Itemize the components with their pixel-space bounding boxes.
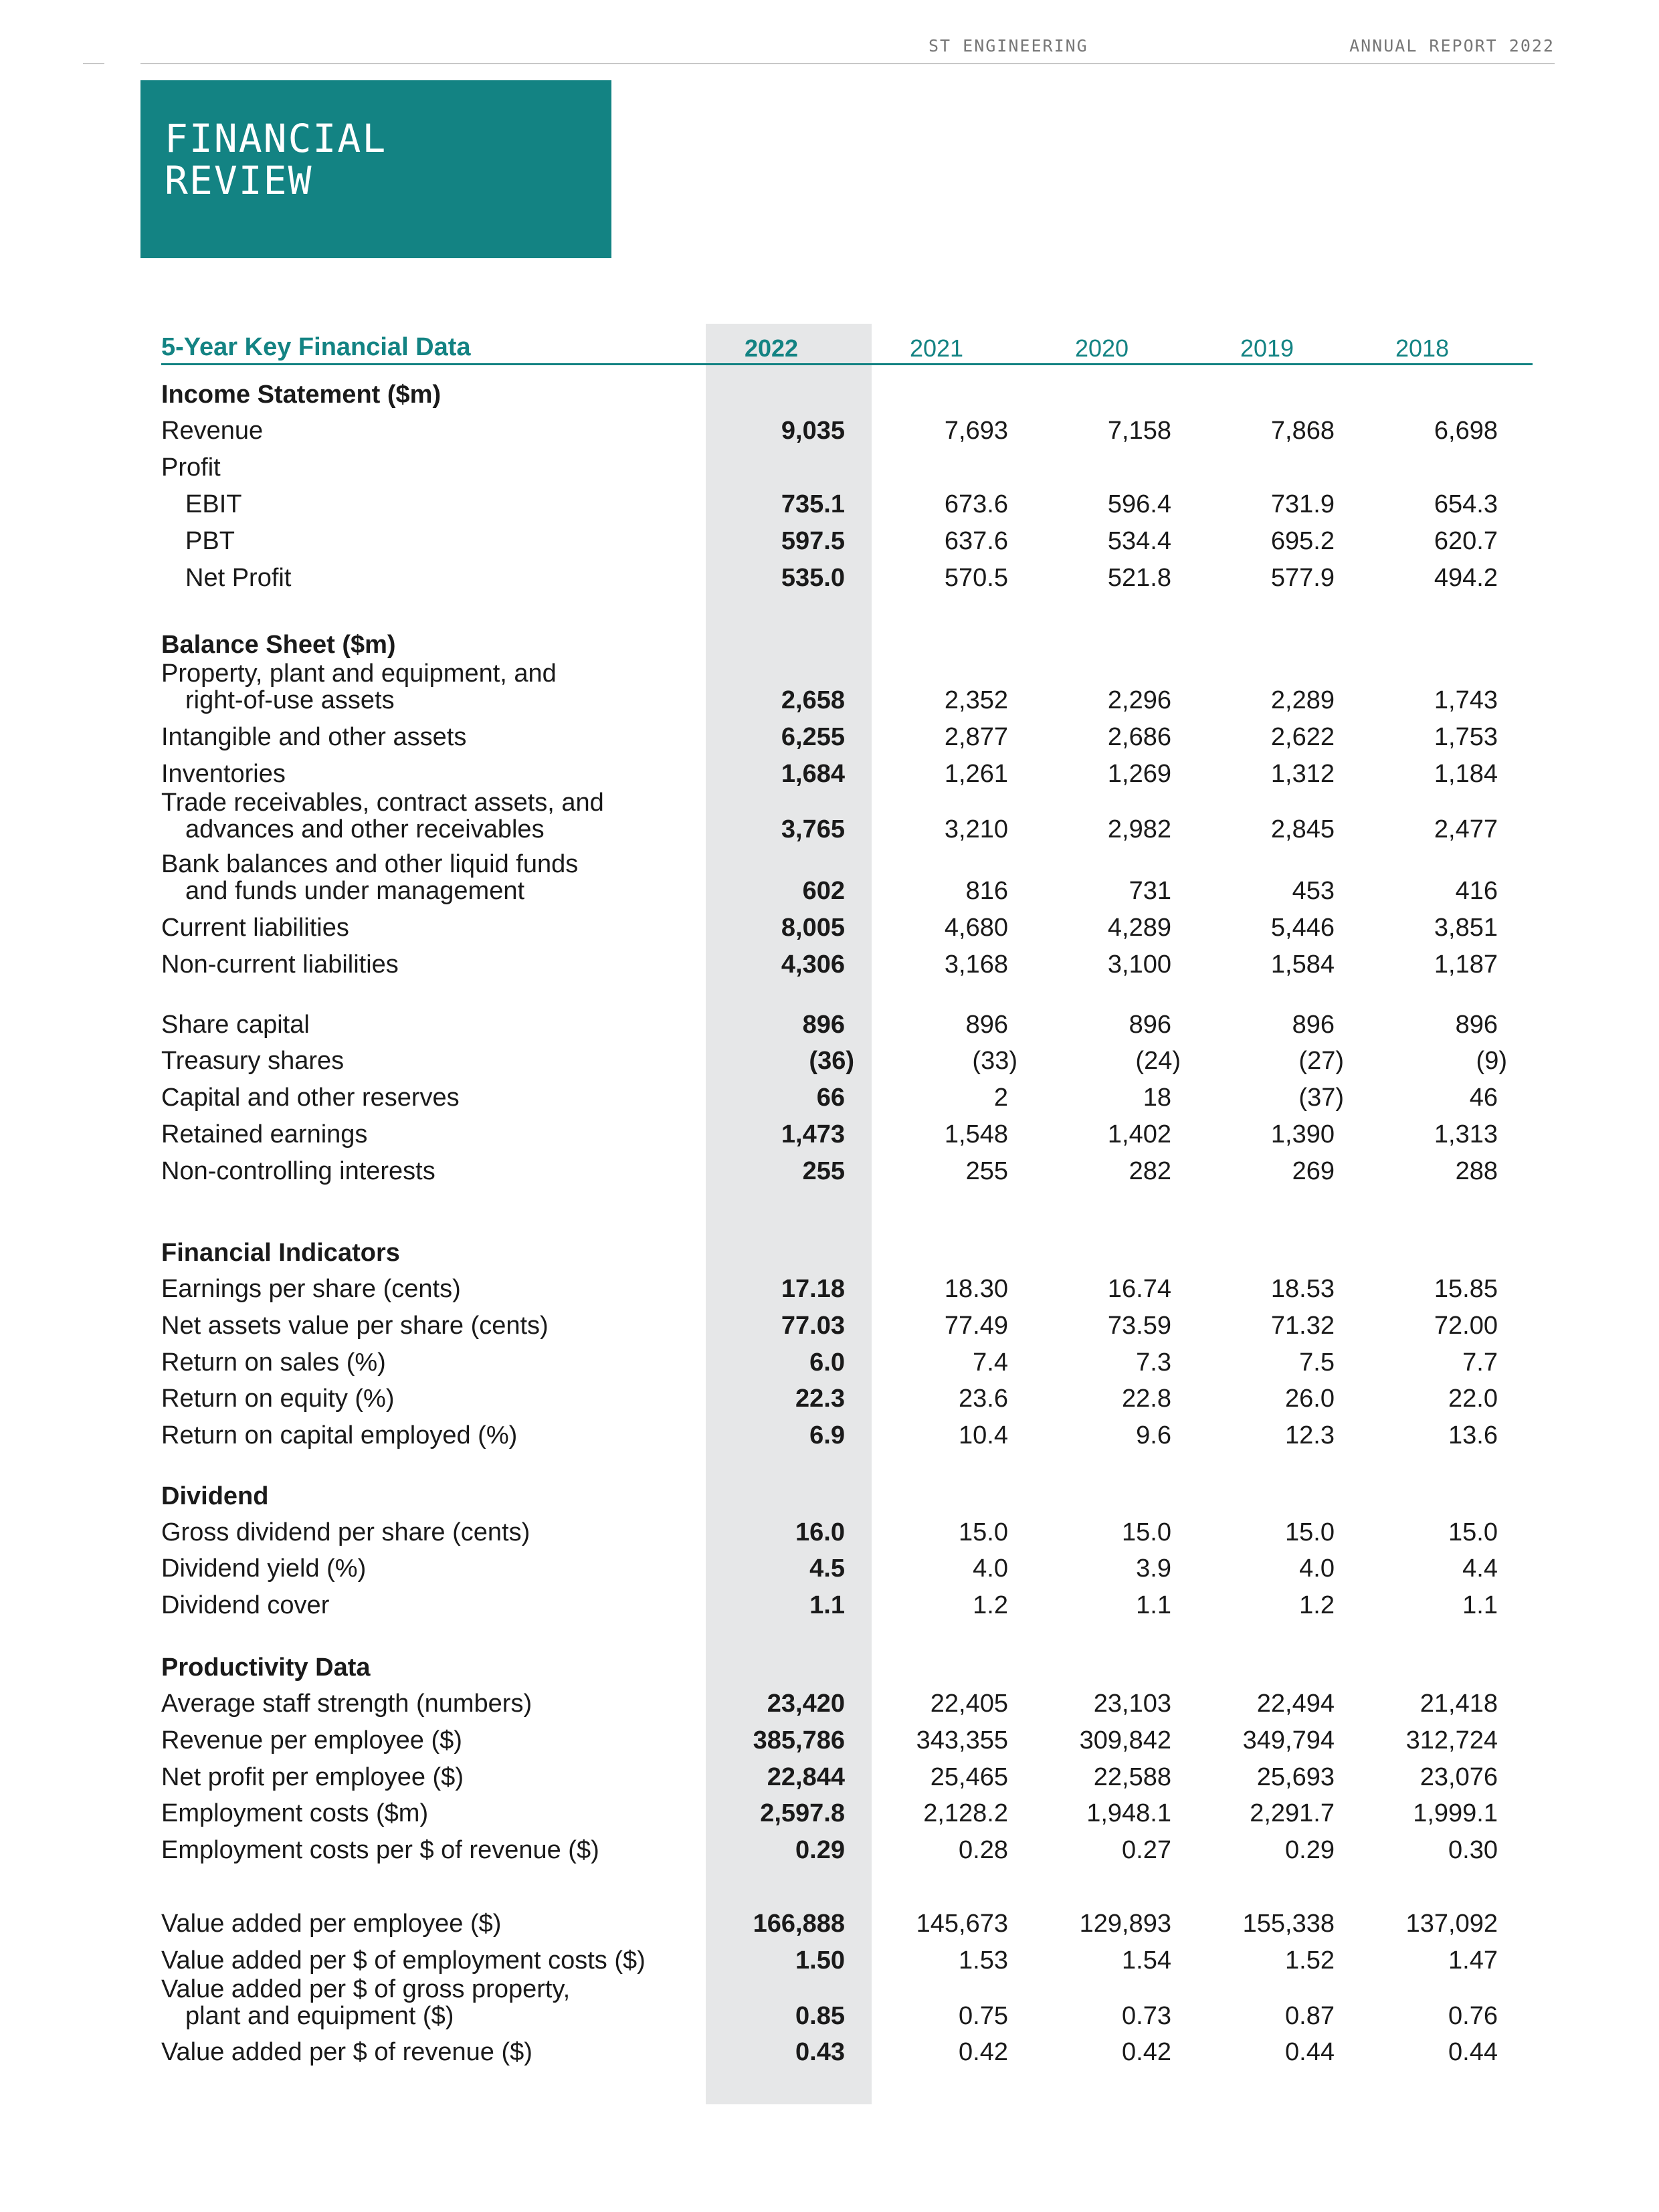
- row-label-line-2: advances and other receivables: [185, 815, 545, 843]
- table-row: [161, 1727, 1533, 1754]
- row-label-line-1: Trade receivables, contract assets, and: [161, 789, 604, 817]
- value-cell-2018: 2,477: [1434, 815, 1498, 843]
- value-cell-2020: 2,982: [1107, 815, 1171, 843]
- value-cell-2018: 896: [1455, 1011, 1498, 1039]
- table-row: [161, 1690, 1533, 1717]
- value-cell-2019: 71.32: [1270, 1312, 1335, 1340]
- value-cell-2020: 0.73: [1122, 2002, 1171, 2030]
- table-row: [161, 1385, 1533, 1412]
- value-cell-2018: 288: [1455, 1157, 1498, 1185]
- row-label: Net Profit: [185, 564, 292, 592]
- value-cell-2020: 3,100: [1107, 950, 1171, 979]
- row-label: Employment costs per $ of revenue ($): [161, 1836, 599, 1864]
- value-cell-2019: 2,845: [1270, 815, 1335, 843]
- section-row: [161, 1239, 1533, 1266]
- value-cell-2020: 0.42: [1122, 2038, 1171, 2066]
- value-cell-2019: 0.29: [1285, 1836, 1335, 1864]
- value-cell-2018: 1,743: [1434, 686, 1498, 714]
- value-cell-2018: 312,724: [1405, 1726, 1498, 1754]
- table-row: [161, 851, 1533, 904]
- value-cell-2021: 0.28: [959, 1836, 1008, 1864]
- value-cell-2019: 7,868: [1270, 417, 1335, 445]
- value-cell-2021: (33): [972, 1047, 1017, 1075]
- value-cell-2020: 4,289: [1107, 914, 1171, 942]
- value-cell-2022: 0.43: [795, 2038, 845, 2066]
- value-cell-2021: 343,355: [916, 1726, 1008, 1754]
- value-cell-2020: 3.9: [1136, 1554, 1171, 1583]
- value-cell-2021: 2,352: [944, 686, 1008, 714]
- value-cell-2021: 22,405: [930, 1690, 1008, 1718]
- value-cell-2020: 16.74: [1107, 1275, 1171, 1303]
- value-cell-2021: 4,680: [944, 914, 1008, 942]
- value-cell-2018: 15.85: [1434, 1275, 1498, 1303]
- table-row: [161, 1764, 1533, 1791]
- value-cell-2020: 731: [1129, 877, 1171, 905]
- value-cell-2020: 2,686: [1107, 723, 1171, 751]
- value-cell-2021: 816: [965, 877, 1008, 905]
- value-cell-2020: 7,158: [1107, 417, 1171, 445]
- section-row: [161, 631, 1533, 658]
- value-cell-2018: 15.0: [1448, 1518, 1498, 1546]
- section-title: Dividend: [161, 1482, 269, 1510]
- table-header: [161, 324, 1533, 365]
- value-cell-2021: 0.75: [959, 2002, 1008, 2030]
- value-cell-2021: 896: [965, 1011, 1008, 1039]
- value-cell-2021: 2,128.2: [923, 1799, 1008, 1827]
- value-cell-2018: 137,092: [1405, 1910, 1498, 1938]
- value-cell-2019: 269: [1292, 1157, 1335, 1185]
- value-cell-2022: 1,684: [781, 760, 845, 788]
- header-company: ST ENGINEERING: [929, 36, 1088, 56]
- table-row: [161, 660, 1533, 714]
- value-cell-2018: 1,184: [1434, 760, 1498, 788]
- value-cell-2018: 23,076: [1420, 1763, 1498, 1791]
- value-cell-2019: 1.52: [1285, 1946, 1335, 1975]
- row-label: PBT: [185, 527, 235, 555]
- value-cell-2022: 896: [802, 1011, 845, 1039]
- value-cell-2018: 6,698: [1434, 417, 1498, 445]
- row-label: Non-current liabilities: [161, 950, 399, 979]
- value-cell-2021: 23.6: [959, 1385, 1008, 1413]
- section-row: [161, 1483, 1533, 1510]
- value-cell-2021: 1,548: [944, 1120, 1008, 1148]
- value-cell-2018: 1,187: [1434, 950, 1498, 979]
- table-row: [161, 914, 1533, 941]
- value-cell-2019: 2,622: [1270, 723, 1335, 751]
- value-cell-2020: 9.6: [1136, 1421, 1171, 1449]
- value-cell-2021: 570.5: [944, 564, 1008, 592]
- table-row: [161, 951, 1533, 978]
- table-row: [161, 1837, 1533, 1864]
- value-cell-2018: (9): [1476, 1047, 1507, 1075]
- value-cell-2019: 2,289: [1270, 686, 1335, 714]
- year-header-2018: 2018: [1395, 334, 1450, 362]
- value-cell-2018: 416: [1455, 877, 1498, 905]
- value-cell-2020: 73.59: [1107, 1312, 1171, 1340]
- table-row: [161, 528, 1533, 555]
- table-row: [161, 1121, 1533, 1148]
- value-cell-2020: 15.0: [1122, 1518, 1171, 1546]
- row-label: Average staff strength (numbers): [161, 1690, 532, 1718]
- value-cell-2022: 735.1: [781, 490, 845, 518]
- value-cell-2019: 731.9: [1270, 490, 1335, 518]
- value-cell-2020: 1,948.1: [1086, 1799, 1171, 1827]
- value-cell-2022: 23,420: [767, 1690, 845, 1718]
- row-label: Return on sales (%): [161, 1348, 386, 1377]
- value-cell-2019: 1,390: [1270, 1120, 1335, 1148]
- value-cell-2019: 25,693: [1256, 1763, 1335, 1791]
- row-label: Non-controlling interests: [161, 1157, 435, 1185]
- row-label-line-2: and funds under management: [185, 877, 525, 905]
- value-cell-2021: 637.6: [944, 527, 1008, 555]
- value-cell-2020: 0.27: [1122, 1836, 1171, 1864]
- value-cell-2018: 22.0: [1448, 1385, 1498, 1413]
- value-cell-2019: 0.44: [1285, 2038, 1335, 2066]
- section-title: Productivity Data: [161, 1653, 371, 1682]
- table-row: [161, 1800, 1533, 1827]
- year-header-2019: 2019: [1240, 334, 1294, 362]
- value-cell-2018: 3,851: [1434, 914, 1498, 942]
- value-cell-2020: 2,296: [1107, 686, 1171, 714]
- row-label: [161, 789, 604, 843]
- section-row: [161, 381, 1533, 408]
- value-cell-2018: 620.7: [1434, 527, 1498, 555]
- value-cell-2018: 0.30: [1448, 1836, 1498, 1864]
- value-cell-2019: (27): [1298, 1047, 1344, 1075]
- row-label: Intangible and other assets: [161, 723, 467, 751]
- value-cell-2019: 896: [1292, 1011, 1335, 1039]
- value-cell-2019: 12.3: [1285, 1421, 1335, 1449]
- table-row: [161, 761, 1533, 787]
- value-cell-2022: 6.0: [809, 1348, 845, 1377]
- row-label: [161, 1976, 570, 2029]
- table-row: [161, 1084, 1533, 1111]
- value-cell-2019: 2,291.7: [1250, 1799, 1335, 1827]
- value-cell-2022: 8,005: [781, 914, 845, 942]
- value-cell-2022: 4,306: [781, 950, 845, 979]
- value-cell-2022: 22.3: [795, 1385, 845, 1413]
- section-title-line-1: FINANCIAL: [165, 116, 387, 161]
- row-label: EBIT: [185, 490, 242, 518]
- value-cell-2018: 13.6: [1448, 1421, 1498, 1449]
- value-cell-2019: 695.2: [1270, 527, 1335, 555]
- value-cell-2018: 4.4: [1462, 1554, 1498, 1583]
- header-report-title: ANNUAL REPORT 2022: [1349, 36, 1555, 56]
- value-cell-2021: 673.6: [944, 490, 1008, 518]
- value-cell-2021: 1,261: [944, 760, 1008, 788]
- value-cell-2018: 1,753: [1434, 723, 1498, 751]
- row-label: Gross dividend per share (cents): [161, 1518, 530, 1546]
- value-cell-2022: 9,035: [781, 417, 845, 445]
- row-label: Retained earnings: [161, 1120, 368, 1148]
- value-cell-2018: 1,313: [1434, 1120, 1498, 1148]
- row-label: Value added per employee ($): [161, 1910, 502, 1938]
- table-row: [161, 789, 1533, 843]
- value-cell-2021: 2,877: [944, 723, 1008, 751]
- value-cell-2022: 3,765: [781, 815, 845, 843]
- row-label: Revenue: [161, 417, 264, 445]
- header-rule: [140, 63, 1555, 64]
- value-cell-2022: 4.5: [809, 1554, 845, 1583]
- value-cell-2020: 129,893: [1079, 1910, 1171, 1938]
- year-header-2020: 2020: [1074, 334, 1129, 362]
- table-row: [161, 1947, 1533, 1974]
- value-cell-2021: 3,210: [944, 815, 1008, 843]
- value-cell-2019: 22,494: [1256, 1690, 1335, 1718]
- value-cell-2021: 2: [993, 1084, 1008, 1112]
- row-label-line-1: Property, plant and equipment, and: [161, 660, 557, 688]
- row-label: Net assets value per share (cents): [161, 1312, 549, 1340]
- value-cell-2019: 0.87: [1285, 2002, 1335, 2030]
- table-row: [161, 1976, 1533, 2029]
- table-row: [161, 1910, 1533, 1937]
- value-cell-2019: 155,338: [1242, 1910, 1335, 1938]
- value-cell-2019: 1,312: [1270, 760, 1335, 788]
- year-header-2021: 2021: [909, 334, 964, 362]
- value-cell-2018: 1,999.1: [1413, 1799, 1498, 1827]
- value-cell-2022: 66: [816, 1084, 845, 1112]
- row-label: Value added per $ of employment costs ($): [161, 1946, 646, 1975]
- value-cell-2020: 1,402: [1107, 1120, 1171, 1148]
- value-cell-2022: (36): [809, 1047, 854, 1075]
- value-cell-2018: 0.44: [1448, 2038, 1498, 2066]
- table-row: [161, 491, 1533, 518]
- row-label: Capital and other reserves: [161, 1084, 460, 1112]
- value-cell-2022: 166,888: [753, 1910, 845, 1938]
- value-cell-2020: 1.1: [1136, 1591, 1171, 1619]
- row-label: Current liabilities: [161, 914, 349, 942]
- row-label: Net profit per employee ($): [161, 1763, 464, 1791]
- value-cell-2021: 145,673: [916, 1910, 1008, 1938]
- value-cell-2018: 21,418: [1420, 1690, 1498, 1718]
- value-cell-2022: 77.03: [781, 1312, 845, 1340]
- value-cell-2018: 7.7: [1462, 1348, 1498, 1377]
- value-cell-2019: 349,794: [1242, 1726, 1335, 1754]
- value-cell-2020: 309,842: [1079, 1726, 1171, 1754]
- section-title-line-2: REVIEW: [165, 158, 313, 203]
- value-cell-2018: 494.2: [1434, 564, 1498, 592]
- value-cell-2019: 1,584: [1270, 950, 1335, 979]
- table-row: [161, 1158, 1533, 1185]
- value-cell-2021: 18.30: [944, 1275, 1008, 1303]
- value-cell-2021: 1.2: [973, 1591, 1008, 1619]
- section-title-box: [140, 80, 611, 258]
- value-cell-2021: 77.49: [944, 1312, 1008, 1340]
- value-cell-2020: 18: [1143, 1084, 1171, 1112]
- table-row: [161, 1422, 1533, 1449]
- table-row: [161, 565, 1533, 591]
- table-row: [161, 1592, 1533, 1619]
- value-cell-2021: 0.42: [959, 2038, 1008, 2066]
- row-label: Employment costs ($m): [161, 1799, 429, 1827]
- row-label-line-1: Value added per $ of gross property,: [161, 1975, 571, 2003]
- row-label: Return on capital employed (%): [161, 1421, 518, 1449]
- value-cell-2022: 6,255: [781, 723, 845, 751]
- row-label-line-2: plant and equipment ($): [185, 2002, 454, 2030]
- row-label: Inventories: [161, 760, 286, 788]
- row-label-line-1: Bank balances and other liquid funds: [161, 850, 579, 878]
- value-cell-2022: 1,473: [781, 1120, 845, 1148]
- table-row: [161, 724, 1533, 750]
- value-cell-2020: 22.8: [1122, 1385, 1171, 1413]
- value-cell-2022: 17.18: [781, 1275, 845, 1303]
- section-row: [161, 1654, 1533, 1681]
- table-row: [161, 1276, 1533, 1302]
- row-label-line-2: right-of-use assets: [185, 686, 395, 714]
- value-cell-2018: 46: [1469, 1084, 1498, 1112]
- value-cell-2022: 1.1: [809, 1591, 845, 1619]
- row-label: Value added per $ of revenue ($): [161, 2038, 532, 2066]
- value-cell-2022: 2,658: [781, 686, 845, 714]
- value-cell-2020: 534.4: [1107, 527, 1171, 555]
- value-cell-2019: 5,446: [1270, 914, 1335, 942]
- table-row: [161, 1312, 1533, 1339]
- value-cell-2019: (37): [1298, 1084, 1344, 1112]
- row-label: Treasury shares: [161, 1047, 345, 1075]
- value-cell-2019: 577.9: [1270, 564, 1335, 592]
- value-cell-2022: 6.9: [809, 1421, 845, 1449]
- section-title: Balance Sheet ($m): [161, 631, 396, 659]
- value-cell-2019: 26.0: [1285, 1385, 1335, 1413]
- value-cell-2018: 1.1: [1462, 1591, 1498, 1619]
- table-row: [161, 1519, 1533, 1546]
- value-cell-2019: 7.5: [1299, 1348, 1335, 1377]
- value-cell-2022: 22,844: [767, 1763, 845, 1791]
- table-row: [161, 1349, 1533, 1376]
- value-cell-2019: 453: [1292, 877, 1335, 905]
- value-cell-2020: 23,103: [1093, 1690, 1171, 1718]
- value-cell-2020: 596.4: [1107, 490, 1171, 518]
- value-cell-2021: 15.0: [959, 1518, 1008, 1546]
- value-cell-2018: 654.3: [1434, 490, 1498, 518]
- value-cell-2021: 3,168: [944, 950, 1008, 979]
- value-cell-2021: 7.4: [973, 1348, 1008, 1377]
- table-row: [161, 2039, 1533, 2066]
- header-rule-left: [83, 63, 104, 64]
- value-cell-2021: 255: [965, 1157, 1008, 1185]
- section-title: Income Statement ($m): [161, 381, 442, 409]
- value-cell-2018: 1.47: [1448, 1946, 1498, 1975]
- value-cell-2019: 1.2: [1299, 1591, 1335, 1619]
- value-cell-2021: 10.4: [959, 1421, 1008, 1449]
- row-label: Revenue per employee ($): [161, 1726, 462, 1754]
- value-cell-2022: 255: [802, 1157, 845, 1185]
- value-cell-2022: 2,597.8: [760, 1799, 845, 1827]
- row-label: [161, 660, 557, 714]
- year-header-2022: 2022: [744, 334, 799, 362]
- table-row: [161, 417, 1533, 444]
- row-label: Dividend yield (%): [161, 1554, 367, 1583]
- table-row: [161, 1011, 1533, 1038]
- value-cell-2022: 0.85: [795, 2002, 845, 2030]
- value-cell-2019: 4.0: [1299, 1554, 1335, 1583]
- value-cell-2022: 535.0: [781, 564, 845, 592]
- value-cell-2021: 1.53: [959, 1946, 1008, 1975]
- value-cell-2020: 896: [1129, 1011, 1171, 1039]
- value-cell-2021: 25,465: [930, 1763, 1008, 1791]
- value-cell-2020: (24): [1135, 1047, 1181, 1075]
- value-cell-2018: 72.00: [1434, 1312, 1498, 1340]
- value-cell-2019: 15.0: [1285, 1518, 1335, 1546]
- value-cell-2022: 385,786: [753, 1726, 845, 1754]
- value-cell-2019: 18.53: [1270, 1275, 1335, 1303]
- row-label: [161, 851, 578, 904]
- section-title: Financial Indicators: [161, 1239, 400, 1267]
- row-label: Dividend cover: [161, 1591, 330, 1619]
- row-label: Earnings per share (cents): [161, 1275, 461, 1303]
- value-cell-2020: 7.3: [1136, 1348, 1171, 1377]
- row-label: Return on equity (%): [161, 1385, 395, 1413]
- value-cell-2021: 4.0: [973, 1554, 1008, 1583]
- value-cell-2020: 1.54: [1122, 1946, 1171, 1975]
- value-cell-2022: 16.0: [795, 1518, 845, 1546]
- value-cell-2020: 521.8: [1107, 564, 1171, 592]
- value-cell-2020: 22,588: [1093, 1763, 1171, 1791]
- value-cell-2022: 1.50: [795, 1946, 845, 1975]
- value-cell-2022: 602: [802, 877, 845, 905]
- table-row: [161, 1555, 1533, 1582]
- value-cell-2022: 597.5: [781, 527, 845, 555]
- table-title: 5-Year Key Financial Data: [161, 333, 471, 361]
- value-cell-2021: 7,693: [944, 417, 1008, 445]
- value-cell-2022: 0.29: [795, 1836, 845, 1864]
- value-cell-2020: 1,269: [1107, 760, 1171, 788]
- row-label: Profit: [161, 454, 221, 482]
- value-cell-2018: 0.76: [1448, 2002, 1498, 2030]
- table-row: [161, 454, 1533, 481]
- value-cell-2020: 282: [1129, 1157, 1171, 1185]
- row-label: Share capital: [161, 1011, 310, 1039]
- table-row: [161, 1047, 1533, 1074]
